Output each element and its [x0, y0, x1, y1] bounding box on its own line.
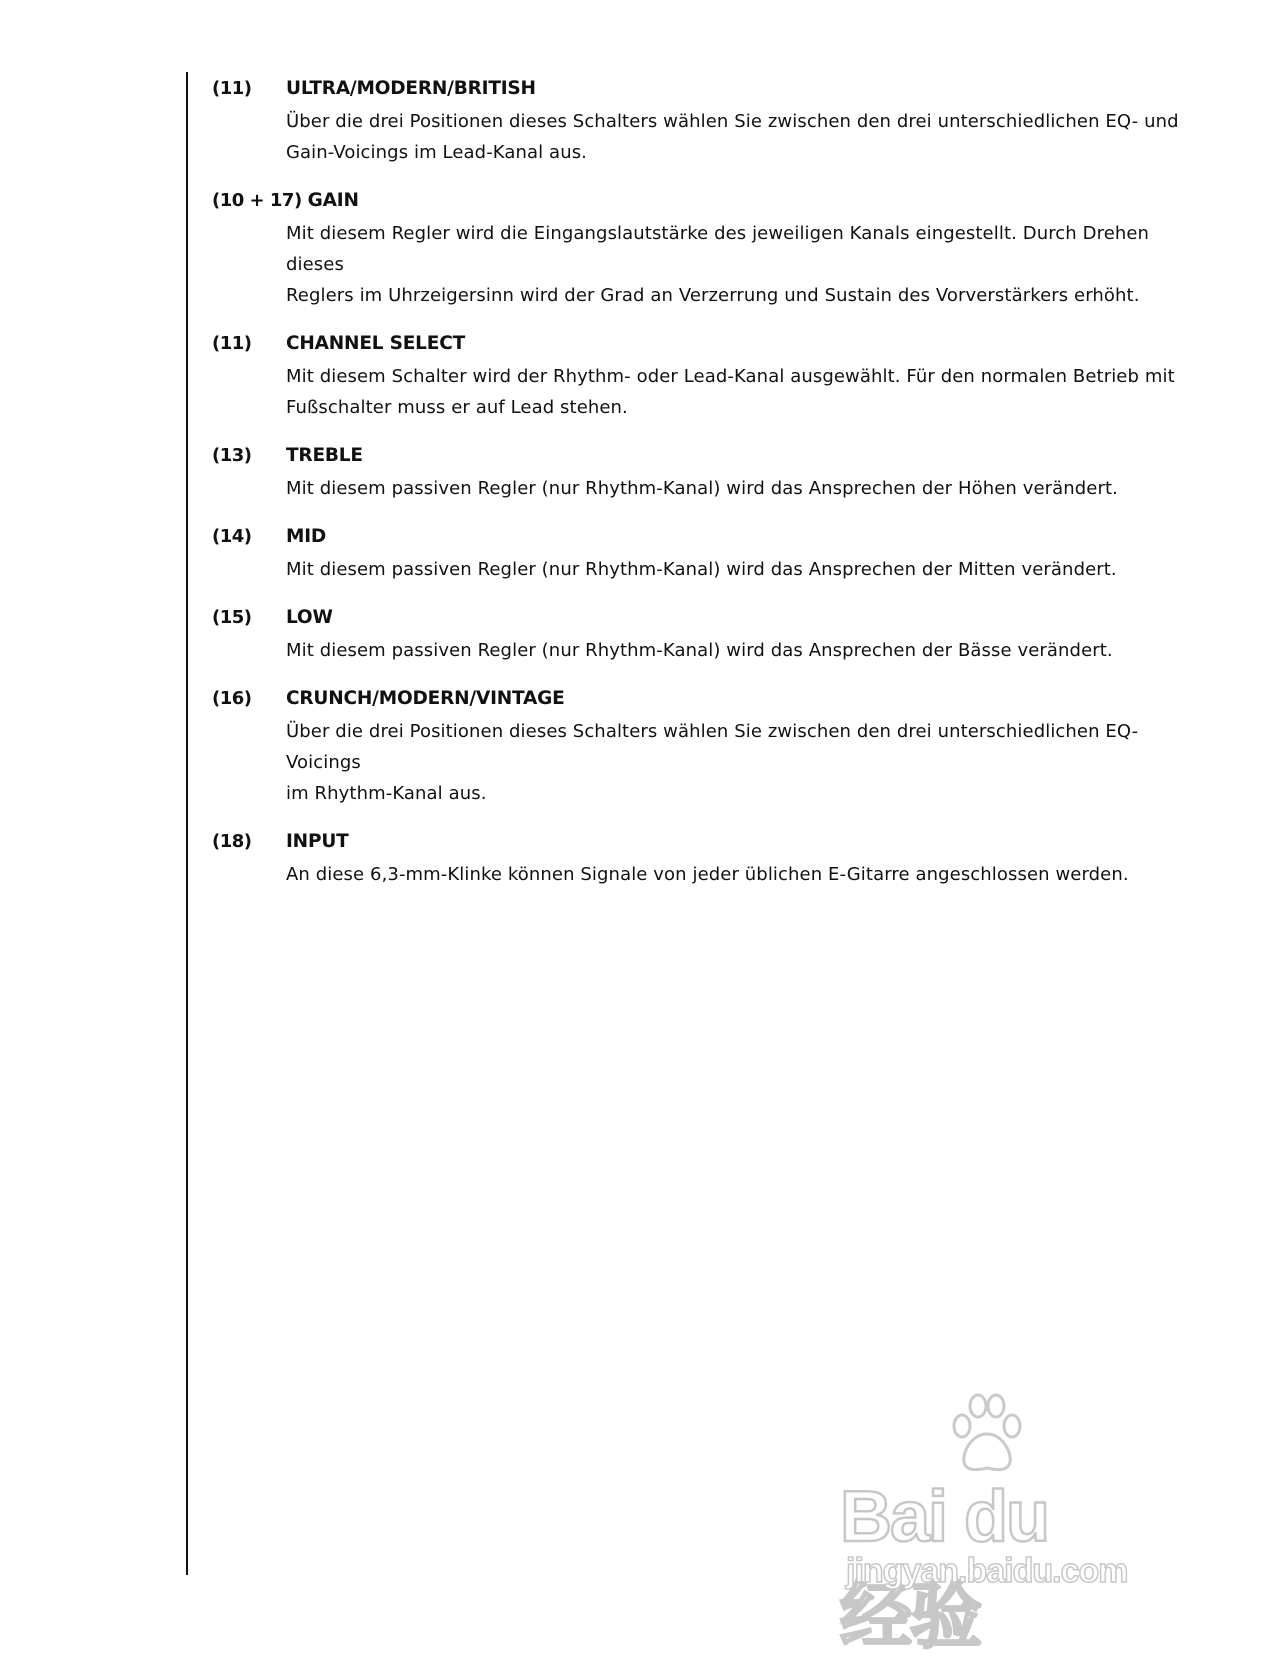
- description-line: An diese 6,3-mm-Klinke können Signale von jeder üblichen E-Gitarre angeschlossen werden.: [286, 864, 1129, 885]
- entry-title: MID: [286, 526, 327, 547]
- entry-treble: [212, 445, 1202, 504]
- description-line: Reglers im Uhrzeigersinn wird der Grad an Verzerrung und Sustain des Vorverstärkers erhöht.: [286, 285, 1140, 306]
- baidu-jingyan-watermark: [840, 1390, 1130, 1657]
- entry-low: [212, 607, 1202, 666]
- entry-title: CRUNCH/MODERN/VINTAGE: [286, 688, 565, 709]
- entry-title: INPUT: [286, 831, 349, 852]
- entry-title: GAIN: [307, 190, 359, 211]
- document-body: [212, 78, 1202, 912]
- paw-icon: [946, 1390, 1026, 1480]
- description-line: Über die drei Positionen dieses Schalters wählen Sie zwischen den drei unterschiedlichen EQ- und: [286, 111, 1179, 132]
- description-line: Mit diesem Regler wird die Eingangslautstärke des jeweiligen Kanals eingestellt. Durch Drehen dieses: [286, 223, 1150, 275]
- description-line: Mit diesem Schalter wird der Rhythm- oder Lead-Kanal ausgewählt. Für den normalen Betrieb mit: [286, 366, 1175, 387]
- entry-number: (18): [212, 831, 252, 852]
- entry-number: (10 + 17): [212, 190, 302, 211]
- entry-title: LOW: [286, 607, 333, 628]
- entry-number: (16): [212, 688, 252, 709]
- entry-number: (11): [212, 78, 252, 99]
- entry-title: ULTRA/MODERN/BRITISH: [286, 78, 536, 99]
- entry-description: [286, 106, 1202, 168]
- entry-crunch-modern-vintage: [212, 688, 1202, 809]
- entry-description: [286, 716, 1202, 809]
- entry-number: (14): [212, 526, 252, 547]
- entry-title: TREBLE: [286, 445, 363, 466]
- entry-gain: [212, 190, 1202, 311]
- description-line: Mit diesem passiven Regler (nur Rhythm-Kanal) wird das Ansprechen der Mitten verändert.: [286, 559, 1117, 580]
- entry-number: (11): [212, 333, 252, 354]
- entry-description: [286, 859, 1202, 890]
- description-line: Mit diesem passiven Regler (nur Rhythm-Kanal) wird das Ansprechen der Höhen verändert.: [286, 478, 1118, 499]
- description-line: Gain-Voicings im Lead-Kanal aus.: [286, 142, 587, 163]
- description-line: Mit diesem passiven Regler (nur Rhythm-Kanal) wird das Ansprechen der Bässe verändert.: [286, 640, 1113, 661]
- description-line: Über die drei Positionen dieses Schalters wählen Sie zwischen den drei unterschiedlichen EQ-Voicings: [286, 721, 1139, 773]
- entry-description: [286, 218, 1202, 311]
- entry-number: (15): [212, 607, 252, 628]
- entry-description: [286, 554, 1202, 585]
- entry-number: (13): [212, 445, 252, 466]
- watermark-brand: Bai du 经验: [840, 1477, 1049, 1657]
- entry-input: [212, 831, 1202, 890]
- entry-ultra-modern-british: [212, 78, 1202, 168]
- description-line: im Rhythm-Kanal aus.: [286, 783, 487, 804]
- watermark-url: jingyan.baidu.com: [846, 1552, 1128, 1590]
- entry-channel-select: [212, 333, 1202, 423]
- entry-description: [286, 361, 1202, 423]
- description-line: Fußschalter muss er auf Lead stehen.: [286, 397, 628, 418]
- entry-title: CHANNEL SELECT: [286, 333, 465, 354]
- entry-description: [286, 473, 1202, 504]
- margin-rule: [186, 72, 188, 1575]
- entry-mid: [212, 526, 1202, 585]
- entry-description: [286, 635, 1202, 666]
